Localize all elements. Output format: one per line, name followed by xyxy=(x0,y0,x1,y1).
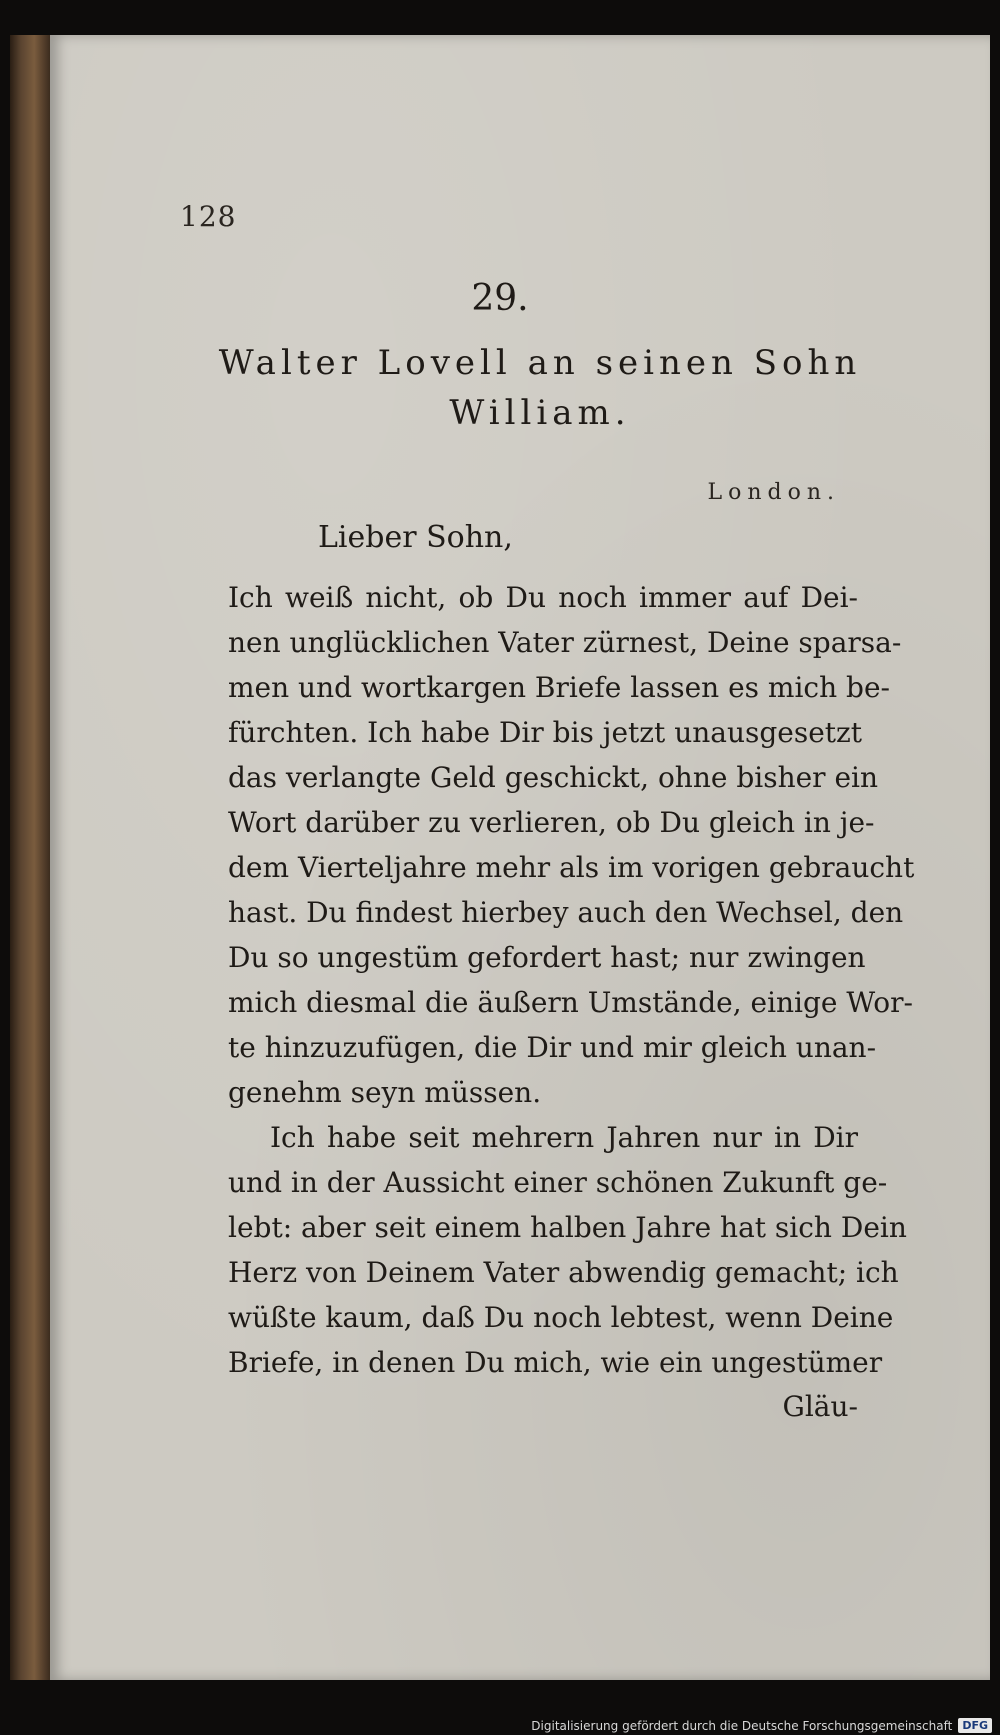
text-line: Ich habe seit mehrern Jahren nur in Dir xyxy=(270,1121,858,1154)
text-line: fürchten. Ich habe Dir bis jetzt unausgesetzt xyxy=(228,716,863,749)
text-line: und in der Aussicht einer schönen Zukunft ge- xyxy=(228,1166,888,1199)
letter-title xyxy=(210,338,870,438)
text-line: Herz von Deinem Vater abwendig gemacht; ich xyxy=(228,1256,899,1289)
salutation: Lieber Sohn, xyxy=(318,520,513,555)
text-line: dem Vierteljahre mehr als im vorigen gebraucht xyxy=(228,851,915,884)
text-line: hast. Du findest hierbey auch den Wechsel, den xyxy=(228,896,904,929)
title-line: William. xyxy=(449,393,631,433)
text-line: lebt: aber seit einem halben Jahre hat sich Dein xyxy=(228,1211,907,1244)
text-line: Ich weiß nicht, ob Du noch immer auf Dei- xyxy=(228,581,858,614)
footer-credit xyxy=(531,1718,992,1733)
page-number: 128 xyxy=(180,200,237,233)
text-line: Briefe, in denen Du mich, wie ein ungestümer xyxy=(228,1346,883,1379)
text-line: Du so ungestüm gefordert hast; nur zwingen xyxy=(228,941,866,974)
text-line: genehm seyn müssen. xyxy=(228,1076,542,1109)
place-line: London. xyxy=(707,480,840,505)
text-line: Wort darüber zu verlieren, ob Du gleich in je- xyxy=(228,806,875,839)
text-line: men und wortkargen Briefe lassen es mich be- xyxy=(228,671,891,704)
letter-number: 29. xyxy=(471,278,529,319)
catchword: Gläu- xyxy=(782,1390,858,1423)
text-line: te hinzuzufügen, die Dir und mir gleich unan- xyxy=(228,1031,877,1064)
text-line: nen unglücklichen Vater zürnest, Deine sparsa- xyxy=(228,626,902,659)
footer-credit-text: Digitalisierung gefördert durch die Deutsche Forschungsgemeinschaft xyxy=(531,1718,953,1733)
title-line: Walter Lovell an seinen Sohn xyxy=(218,343,862,383)
letter-body xyxy=(228,575,915,1385)
dfg-logo: DFG xyxy=(958,1718,992,1733)
text-line: wüßte kaum, daß Du noch lebtest, wenn Deine xyxy=(228,1301,894,1334)
text-line: das verlangte Geld geschickt, ohne bisher ein xyxy=(228,761,879,794)
text-line: mich diesmal die äußern Umstände, einige Wor- xyxy=(228,986,913,1019)
